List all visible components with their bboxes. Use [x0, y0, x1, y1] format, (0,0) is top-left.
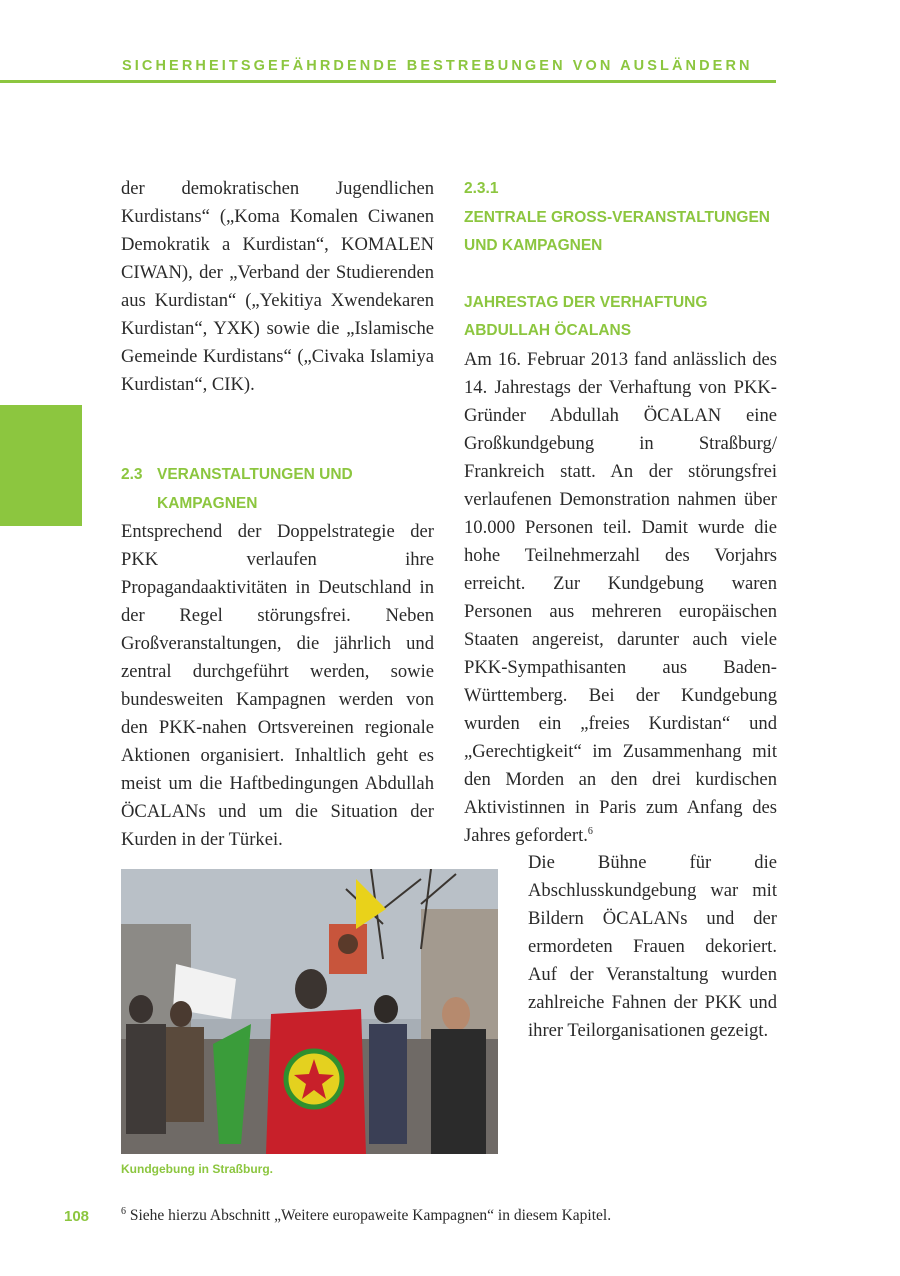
subsection-title: ZENTRALE GROSS-VERANSTALTUNGEN UND KAMPAGNEN: [464, 208, 770, 254]
section-title: VERANSTALTUNGEN UND KAMPAGNEN: [157, 466, 353, 512]
footnote-mark: 6: [121, 1205, 126, 1217]
section-heading: [121, 461, 434, 518]
section-body: Entsprechend der Doppelstrategie der PKK verlaufen ihre Propagandaaktivitäten in Deutschland in der Regel störungsfrei. Neben Großveranstaltungen, die jährlich und zentral durchgeführt werden, sowie bundesweiten Kampagnen werden von den PKK-nahen Ortsvereinen regionale Aktionen organisiert. Inhaltlich geht es meist um die Haftbedingungen Abdullah ÖCALANs und um die Situation der Kurden in der Türkei.: [121, 521, 434, 850]
topic-body-text: Am 16. Februar 2013 fand anlässlich des 14. Jahrestags der Verhaftung von PKK-Gründer Abdullah ÖCALAN eine Großkundgebung in Straßburg/ Frankreich statt. An der störungsfrei verlaufenen Demonstration nahmen über 10.000 Personen teil. Damit wurde die hohe Teilnehmerzahl des Vorjahrs erreicht. Zur Kundgebung waren Personen aus mehreren europäischen Staaten angereist, darunter auch viele PKK-Sympathisanten aus Baden-Württemberg. Bei der Kundgebung wurden ein „freies Kurdistan“ und „Gerechtigkeit“ im Zusammenhang mit den Morden an den drei kurdischen Aktivistinnen in Paris zum Anfang des Jahres gefordert.: [464, 348, 777, 846]
subsection-number: 2.3.1: [464, 180, 499, 197]
rally-photo: [121, 869, 498, 1154]
page-number: 108: [64, 1208, 90, 1225]
footnote-reference: 6: [587, 825, 593, 837]
wrapped-continuation: [528, 849, 777, 1045]
right-column: [464, 175, 777, 850]
footnote-text: Siehe hierzu Abschnitt „Weitere europaweite Kampagnen“ in diesem Kapitel.: [129, 1207, 612, 1224]
chapter-side-tab: [0, 405, 82, 526]
continuation-text: Die Bühne für die Abschlusskundgebung war mit Bildern ÖCALANs und der ermordeten Frauen dekoriert. Auf der Veranstaltung wurden zahlreiche Fahnen der PKK und ihrer Teilorganisationen gezeigt.: [528, 852, 777, 1041]
photo-caption: Kundgebung in Straßburg.: [121, 1162, 273, 1176]
running-header-title: SICHERHEITSGEFÄHRDENDE BESTREBUNGEN VON AUSLÄNDERN: [122, 58, 753, 74]
rally-photo-illustration: [121, 869, 498, 1154]
running-header: [0, 56, 776, 83]
section-number: 2.3: [121, 466, 143, 483]
intro-paragraph: der demokratischen Jugendlichen Kurdistans“ („Koma Komalen Ciwanen Demokratik a Kurdistan“, KOMALEN CIWAN), der „Verband der Studierenden aus Kurdistan“ („Yekitiya Xwendekaren Kurdistan“, YXK) sowie die „Islamische Gemeinde Kurdistans“ („Civaka Islamiya Kurdistan“, CIK).: [121, 178, 434, 395]
topic-heading: JAHRESTAG DER VERHAFTUNG ABDULLAH ÖCALANS: [464, 293, 708, 339]
left-column: [121, 175, 434, 854]
footnote: [121, 1207, 611, 1225]
topic-body: [464, 346, 777, 850]
